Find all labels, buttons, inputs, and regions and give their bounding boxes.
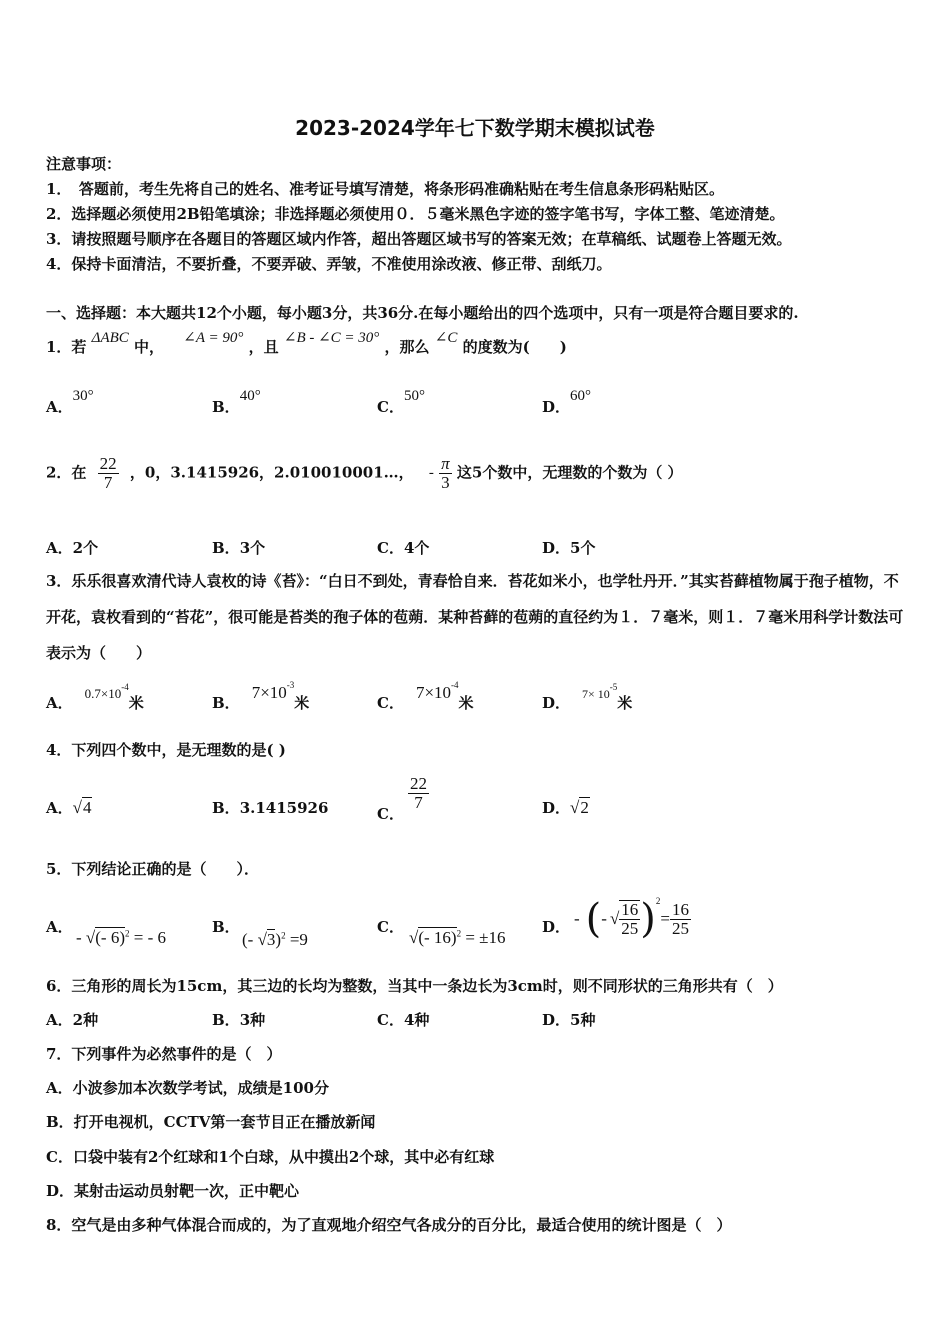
question-3: 3．乐乐很喜欢清代诗人袁枚的诗《苔》：“白日不到处，青春恰自来．苔花如米小，也学牡丹开．”其实苔藓植物属于孢子植物，不开花，袁枚看到的“苔花”，很可能是苔类的孢子体的苞蒴．某种苔藓的苞蒴的直径约为１．７毫米，则１．７毫米用科学计数法可表示为（ ） bbox=[46, 572, 904, 662]
q1-math-angle-c: ∠C bbox=[434, 330, 458, 346]
fraction-denominator: 25 bbox=[621, 919, 639, 938]
option-value: 5个 bbox=[570, 539, 596, 557]
sqrt-expression: √4 bbox=[72, 798, 92, 817]
q2-option-c bbox=[377, 537, 429, 558]
notice-item: 1． 答题前，考生先将自己的姓名、准考证号填写清楚，将条形码准确粘贴在考生信息条形码粘贴区。 bbox=[46, 180, 724, 198]
fraction-denominator: 25 bbox=[672, 918, 689, 938]
option-exponent: -3 bbox=[286, 680, 295, 690]
q2-option-d bbox=[542, 537, 595, 558]
option-label: D． bbox=[542, 539, 571, 557]
sqrt-expression: √2 bbox=[570, 798, 589, 817]
page-title: 2023-2024学年七下数学期末模拟试卷 bbox=[295, 116, 655, 140]
option-label: B． bbox=[212, 918, 240, 936]
question-7: 7．下列事件为必然事件的是（ ） bbox=[46, 1045, 282, 1063]
question-5: 5．下列结论正确的是（ ）． bbox=[46, 860, 259, 878]
notice-item: 2．选择题必须使用2B铅笔填涂；非选择题必须使用０．５毫米黑色字迹的签字笔书写，字体工整、笔迹清楚。 bbox=[46, 205, 785, 223]
q4-option-a bbox=[46, 797, 92, 818]
q5-option-d bbox=[542, 896, 689, 942]
q3-option-b bbox=[212, 680, 310, 713]
q2-text: 2．在 bbox=[46, 463, 87, 482]
option-unit: 米 bbox=[294, 694, 310, 712]
q1-math-angle-diff: ∠B - ∠C = 30° bbox=[283, 330, 380, 346]
option-value: 40° bbox=[239, 388, 261, 404]
option-label: D． bbox=[542, 694, 571, 712]
option-value: 5种 bbox=[570, 1011, 596, 1029]
option-label: B． bbox=[212, 694, 240, 712]
q3-option-c bbox=[377, 680, 474, 713]
expression-result: = ±16 bbox=[461, 928, 506, 947]
q7-option-b: B．打开电视机，CCTV第一套节目正在播放新闻 bbox=[46, 1113, 376, 1131]
q7-option-d: D．某射击运动员射靶一次，正中靶心 bbox=[46, 1182, 300, 1200]
q5-a-expression: - √(- 6)$^2$ = - 6 bbox=[76, 928, 166, 947]
exponent: 2 bbox=[456, 928, 462, 939]
fraction-denominator: 3 bbox=[441, 472, 450, 492]
option-value: 2个 bbox=[72, 539, 99, 557]
question-8: 8．空气是由多种气体混合而成的，为了直观地介绍空气各成分的百分比，最适合使用的统计图是（ ） bbox=[46, 1216, 732, 1234]
option-value: 60° bbox=[570, 388, 592, 404]
option-unit: 米 bbox=[458, 694, 474, 712]
fraction-denominator: 7 bbox=[414, 792, 423, 812]
q7-option-c: C．口袋中装有2个红球和1个白球，从中摸出2个球，其中必有红球 bbox=[46, 1148, 495, 1166]
option-label: A． bbox=[46, 398, 73, 416]
q3-option-d bbox=[542, 682, 633, 713]
exponent: 2 bbox=[655, 896, 661, 906]
q2-option-b bbox=[212, 537, 265, 558]
q5-c-expression: √(- 16)$^2$ = ±16 bbox=[409, 928, 506, 947]
q5-option-c bbox=[377, 916, 506, 947]
option-label: B． bbox=[212, 398, 240, 416]
option-value: 4个 bbox=[403, 539, 430, 557]
q5-d-fraction bbox=[619, 900, 640, 938]
q1-text: 中， bbox=[134, 338, 165, 356]
notice-heading: 注意事项： bbox=[46, 155, 122, 173]
option-base: 7×10 bbox=[415, 683, 452, 702]
q1-option-d bbox=[542, 388, 592, 417]
question-4: 4．下列四个数中，是无理数的是( ) bbox=[46, 741, 286, 759]
option-label: C． bbox=[377, 805, 404, 824]
option-label: C． bbox=[377, 539, 404, 557]
q2-pi-fraction bbox=[439, 455, 452, 492]
expression-result: =9 bbox=[285, 930, 308, 949]
q1-option-b bbox=[212, 388, 261, 417]
q6-option-a bbox=[46, 1009, 98, 1030]
q1-math-triangle: ΔABC bbox=[91, 330, 129, 346]
radicand: 3 bbox=[266, 930, 276, 949]
q1-text: ，那么 bbox=[384, 338, 430, 356]
option-exponent: -4 bbox=[451, 680, 459, 690]
option-base: 0.7×10 bbox=[84, 686, 122, 701]
section-heading: 一、选择题：本大题共12个小题，每小题3分，共36分.在每小题给出的四个选项中，只有一项是符合题目要求的. bbox=[46, 304, 799, 322]
option-label: C． bbox=[377, 398, 404, 416]
option-label: C． bbox=[377, 918, 404, 936]
option-value: 3种 bbox=[239, 1011, 266, 1029]
q1-text: ，且 bbox=[248, 338, 279, 356]
close-paren: ) bbox=[275, 930, 282, 949]
option-label: B． bbox=[212, 799, 240, 817]
option-label: C． bbox=[377, 1011, 404, 1029]
option-label: B． bbox=[212, 1011, 240, 1029]
option-base: 7× 10 bbox=[582, 687, 610, 701]
option-base: 7×10 bbox=[251, 683, 287, 702]
q2-fraction bbox=[98, 455, 119, 492]
option-value: 3.1415926 bbox=[239, 799, 329, 817]
notice-item: 4．保持卡面清洁，不要折叠，不要弄破、弄皱，不准使用涂改液、修正带、刮纸刀。 bbox=[46, 255, 612, 273]
q1-text: 1．若 bbox=[46, 338, 87, 356]
fraction-numerator: 22 bbox=[99, 454, 117, 473]
fraction-denominator: 7 bbox=[103, 472, 113, 492]
q5-option-b bbox=[212, 916, 308, 949]
option-value: 4种 bbox=[403, 1011, 430, 1029]
option-value: 3个 bbox=[239, 539, 266, 557]
q4-option-b bbox=[212, 797, 328, 818]
q6-option-d bbox=[542, 1009, 595, 1030]
notice-item: 3．请按照题号顺序在各题目的答题区域内作答，超出答题区域书写的答案无效；在草稿纸、试题卷上答题无效。 bbox=[46, 230, 792, 248]
option-label: A． bbox=[46, 1011, 73, 1029]
radicand: (- 16) bbox=[418, 928, 457, 947]
q1-math-angle-a: ∠A = 90° bbox=[183, 330, 244, 346]
option-unit: 米 bbox=[128, 694, 144, 712]
question-2 bbox=[46, 455, 683, 492]
q5-b-expression: (- √3)$^2$ =9 bbox=[242, 930, 308, 949]
q4-fraction bbox=[408, 775, 429, 812]
fraction-numerator: π bbox=[441, 454, 450, 473]
q4-option-d bbox=[542, 797, 590, 818]
option-exponent: -5 bbox=[609, 682, 618, 692]
question-6: 6．三角形的周长为15cm，其三边的长均为整数，当其中一条边长为3cm时，则不同形状的三角形共有（ ） bbox=[46, 977, 783, 995]
q4-option-c bbox=[377, 774, 429, 824]
open-paren: (- bbox=[242, 930, 254, 949]
question-1 bbox=[46, 330, 567, 357]
equals-sign: = bbox=[660, 909, 670, 928]
radicand: (- 6) bbox=[95, 928, 125, 947]
expression-result: = - 6 bbox=[129, 928, 166, 947]
q2-text: 这5个数中，无理数的个数为（ ） bbox=[456, 463, 683, 482]
option-label: D． bbox=[542, 799, 571, 817]
open-paren: ( bbox=[585, 896, 602, 942]
q1-option-c bbox=[377, 388, 425, 417]
exponent: 2 bbox=[125, 928, 130, 939]
q1-text: 的度数为( ) bbox=[462, 338, 567, 356]
option-label: A． bbox=[46, 918, 73, 936]
option-value: 2种 bbox=[72, 1011, 99, 1029]
option-label: A． bbox=[46, 694, 73, 712]
fraction-numerator: 22 bbox=[409, 774, 427, 793]
option-label: A． bbox=[46, 539, 73, 557]
q7-option-a: A．小波参加本次数学考试，成绩是100分 bbox=[46, 1079, 329, 1097]
q1-option-a bbox=[46, 388, 94, 417]
exponent: 2 bbox=[281, 930, 286, 941]
option-exponent: -4 bbox=[121, 682, 129, 692]
q5-d-result-fraction bbox=[670, 901, 691, 938]
q6-option-c bbox=[377, 1009, 429, 1030]
option-label: D． bbox=[542, 398, 571, 416]
q2-minus: - bbox=[428, 465, 434, 482]
option-value: 30° bbox=[72, 388, 94, 404]
minus-sign: - bbox=[574, 909, 580, 928]
minus-sign: - bbox=[601, 909, 607, 928]
option-label: A． bbox=[46, 799, 73, 817]
option-label: D． bbox=[542, 918, 571, 936]
radicand: 4 bbox=[82, 798, 92, 817]
option-unit: 米 bbox=[617, 694, 633, 712]
q5-d-expression: - ( - √ $\frac{16}{25}$ ) $^2$ = $\frac{16}{25}$ bbox=[574, 896, 689, 942]
minus-sign: - bbox=[76, 928, 82, 947]
fraction-numerator: 16 bbox=[621, 900, 639, 920]
q2-text: ，0，3.1415926，2.010010001…， bbox=[129, 463, 414, 482]
q2-option-a bbox=[46, 537, 98, 558]
option-value: 50° bbox=[403, 388, 425, 404]
option-label: B． bbox=[212, 539, 240, 557]
option-label: C． bbox=[377, 694, 404, 712]
close-paren: ) bbox=[640, 896, 656, 942]
q6-option-b bbox=[212, 1009, 265, 1030]
radicand: 2 bbox=[580, 798, 589, 817]
q3-option-a bbox=[46, 682, 144, 713]
option-label: D． bbox=[542, 1011, 571, 1029]
q5-option-a bbox=[46, 916, 166, 947]
fraction-numerator: 16 bbox=[672, 899, 689, 919]
